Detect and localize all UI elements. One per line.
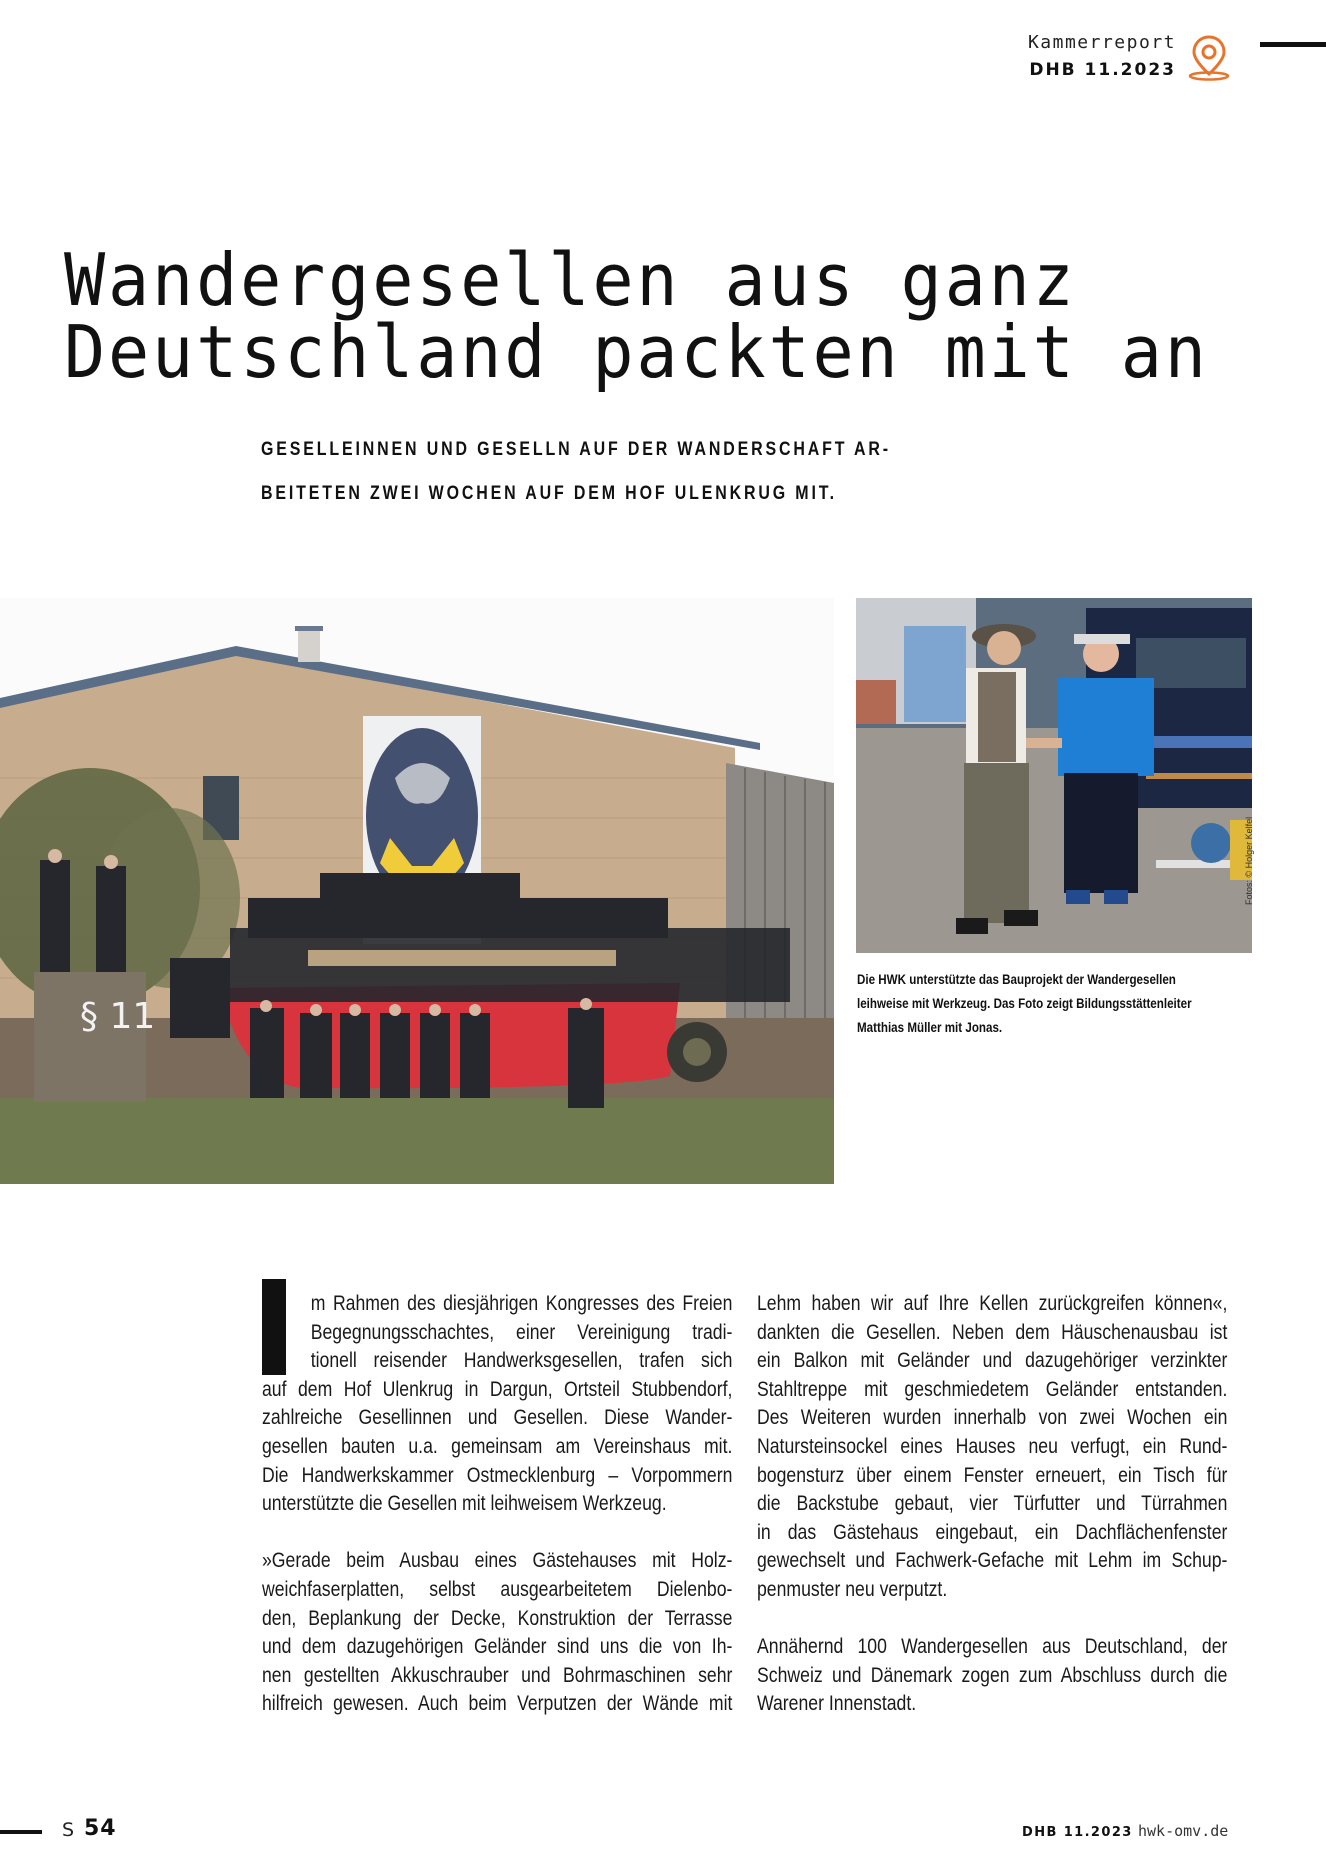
paragraph-2 <box>262 1547 732 1719</box>
header-rule <box>1260 42 1326 47</box>
footer-url[interactable]: hwk-omv.de <box>1138 1822 1229 1840</box>
group-photo <box>0 598 834 1184</box>
paragraph-3 <box>757 1290 1227 1605</box>
text-line: die Backstube gebaut, vier Türfutter und Türrahmen <box>757 1492 1228 1516</box>
text-line: ein Balkon mit Geländer und dazugehöriger verzinkter <box>757 1349 1228 1373</box>
group-photo-illustration <box>0 598 834 1184</box>
paragraph-gap <box>262 1519 732 1548</box>
text-line: m Rahmen des diesjährigen Kongresses des Freien <box>310 1292 733 1315</box>
text-line: Schweiz und Dänemark zogen zum Abschluss durch die <box>757 1663 1228 1687</box>
photo-caption <box>857 968 1201 1040</box>
caption-line-3: Matthias Müller mit Jonas. <box>857 1020 1003 1035</box>
body-column-1 <box>262 1290 732 1719</box>
footer-rule <box>0 1830 42 1834</box>
text-line: unterstützte die Gesellen mit leihweisem Werkzeug. <box>262 1492 667 1516</box>
text-line: hilfreich gewesen. Auch beim Verputzen der Wände mit <box>262 1692 733 1716</box>
handshake-photo-illustration <box>856 598 1252 953</box>
text-line: in das Gästehaus eingebaut, ein Dachflächenfenster <box>757 1520 1228 1544</box>
text-line: »Gerade beim Ausbau eines Gästehauses mit Holz- <box>262 1549 733 1573</box>
text-line: Lehm haben wir auf Ihre Kellen zurückgreifen können«, <box>757 1292 1228 1315</box>
photo-credit: Fotos: © Holger Kelfel <box>1244 816 1254 905</box>
page-number: 54 <box>84 1816 117 1841</box>
text-line: und dem dazugehörigen Geländer sind uns die von Ih- <box>262 1635 733 1659</box>
section-label: Kammerreport <box>1027 32 1176 53</box>
text-line: Natursteinsockel eines Hauses neu verfugt, ein Rund- <box>757 1434 1228 1458</box>
title-line-2: Deutschland packten mit an <box>64 310 1209 394</box>
page-prefix: S <box>62 1819 76 1841</box>
text-line: nen gestellten Akkuschrauber und Bohrmaschinen sehr <box>262 1663 733 1687</box>
text-line: gesellen bauten u.a. gemeinsam am Vereinshaus mit. <box>262 1434 733 1458</box>
map-pin-icon <box>1186 34 1232 82</box>
text-line: gewechselt und Fachwerk-Gefache mit Lehm im Schup- <box>757 1549 1228 1573</box>
text-line: tionell reisender Handwerksgesellen, trafen sich <box>310 1349 733 1373</box>
subtitle-line-1: GESELLEINNEN UND GESELLN AUF DER WANDERSCHAFT AR- <box>261 439 891 460</box>
text-line: Annähernd 100 Wandergesellen aus Deutschland, der <box>757 1635 1228 1659</box>
text-line: Des Weiteren wurden innerhalb von zwei Wochen ein <box>757 1406 1228 1430</box>
text-line: dankten die Gesellen. Neben dem Häuschenausbau ist <box>757 1320 1228 1344</box>
body-column-2 <box>757 1290 1227 1719</box>
text-line: Begegnungsschachtes, einer Vereinigung tradi- <box>310 1320 733 1344</box>
svg-text:§ 11: § 11 <box>80 996 156 1037</box>
text-line: zahlreiche Gesellinnen und Gesellen. Diese Wander- <box>262 1406 733 1430</box>
paragraph-gap <box>757 1605 1227 1634</box>
issue-label: DHB 11.2023 <box>1029 60 1176 80</box>
text-line: auf dem Hof Ulenkrug in Dargun, Ortsteil Stubbendorf, <box>262 1377 733 1401</box>
article-subtitle <box>261 428 891 516</box>
caption-line-1: Die HWK unterstützte das Bauprojekt der Wandergesellen <box>857 972 1176 987</box>
text-line: Die Handwerkskammer Ostmecklenburg – Vorpommern <box>262 1463 733 1487</box>
title-line-1: Wandergesellen aus ganz <box>64 238 1077 322</box>
paragraph-4 <box>757 1633 1227 1719</box>
caption-line-2: leihweise mit Werkzeug. Das Foto zeigt Bildungsstättenleiter <box>857 996 1192 1011</box>
paragraph-1 <box>262 1290 732 1519</box>
handshake-photo <box>856 598 1252 953</box>
text-line: bogensturz über einem Fenster erneuert, ein Tisch für <box>757 1463 1228 1487</box>
article-title <box>64 238 1242 394</box>
subtitle-line-2: BEITETEN ZWEI WOCHEN AUF DEM HOF ULENKRUG MIT. <box>261 483 837 504</box>
text-line: penmuster neu verputzt. <box>757 1577 948 1601</box>
text-line: Warener Innenstadt. <box>757 1692 917 1716</box>
footer-issue: DHB 11.2023 <box>1022 1825 1133 1840</box>
text-line: den, Beplankung der Decke, Konstruktion der Terrasse <box>262 1606 733 1630</box>
text-line: weichfaserplatten, selbst ausgearbeitetem Dielenbo- <box>262 1577 733 1601</box>
text-line: Stahltreppe mit geschmiedetem Geländer entstanden. <box>757 1377 1228 1401</box>
